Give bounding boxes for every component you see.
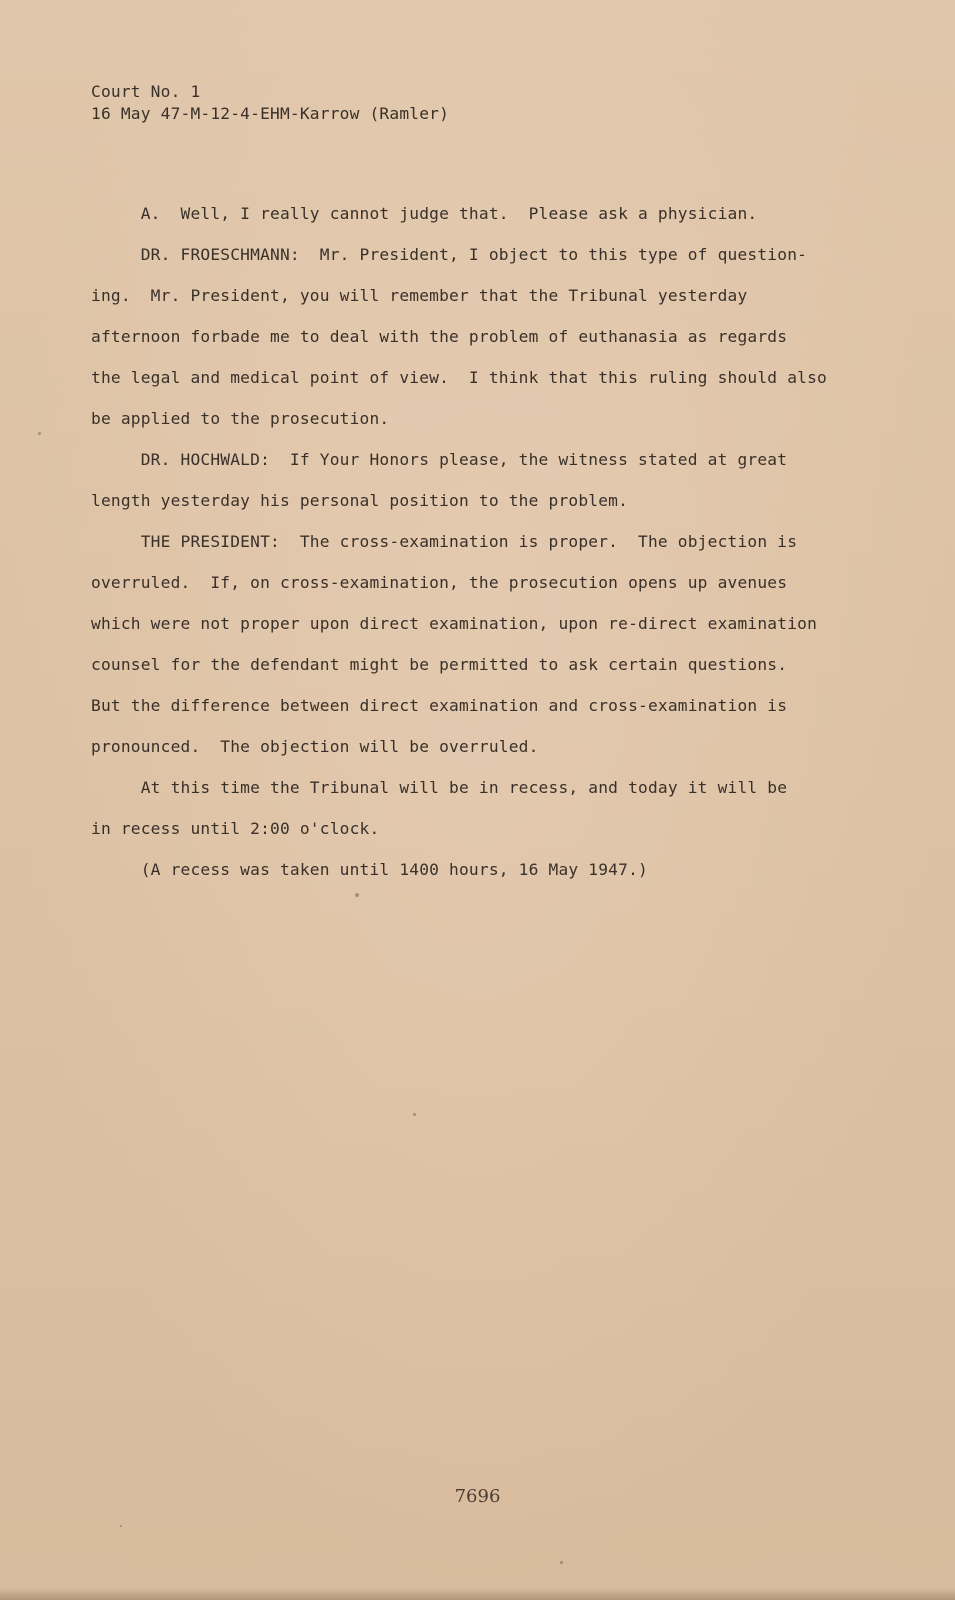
transcript-line: be applied to the prosecution. bbox=[91, 409, 390, 428]
transcript-line: overruled. If, on cross-examination, the prosecution opens up avenues bbox=[91, 573, 788, 592]
court-number: Court No. 1 bbox=[91, 82, 201, 101]
paper-speck bbox=[560, 1561, 563, 1564]
transcript-line: A. Well, I really cannot judge that. Please ask a physician. bbox=[91, 204, 758, 223]
transcript-line: ing. Mr. President, you will remember that the Tribunal yesterday bbox=[91, 286, 748, 305]
paper-speck bbox=[120, 1525, 122, 1527]
transcript-line: which were not proper upon direct examination, upon re-direct examination bbox=[91, 614, 818, 633]
session-identifier: 16 May 47-M-12-4-EHM-Karrow (Ramler) bbox=[91, 104, 450, 123]
transcript-body bbox=[91, 204, 881, 901]
page-number: 7696 bbox=[454, 1486, 501, 1507]
paper-speck bbox=[355, 893, 359, 897]
page-bottom-edge bbox=[0, 1588, 955, 1600]
transcript-line: DR. HOCHWALD: If Your Honors please, the witness stated at great bbox=[91, 450, 788, 469]
transcript-line: counsel for the defendant might be permitted to ask certain questions. bbox=[91, 655, 788, 674]
transcript-line: the legal and medical point of view. I think that this ruling should also bbox=[91, 368, 827, 387]
transcript-line: length yesterday his personal position to the problem. bbox=[91, 491, 629, 510]
transcript-line: pronounced. The objection will be overruled. bbox=[91, 737, 539, 756]
transcript-line: afternoon forbade me to deal with the problem of euthanasia as regards bbox=[91, 327, 788, 346]
transcript-line: DR. FROESCHMANN: Mr. President, I object to this type of question- bbox=[91, 245, 808, 264]
transcript-line: (A recess was taken until 1400 hours, 16 May 1947.) bbox=[91, 860, 648, 879]
transcript-line: But the difference between direct examination and cross-examination is bbox=[91, 696, 788, 715]
transcript-line: At this time the Tribunal will be in recess, and today it will be bbox=[91, 778, 788, 797]
paper-speck bbox=[38, 432, 41, 435]
transcript-line: THE PRESIDENT: The cross-examination is proper. The objection is bbox=[91, 532, 798, 551]
transcript-line: in recess until 2:00 o'clock. bbox=[91, 819, 380, 838]
paper-speck bbox=[413, 1113, 416, 1116]
